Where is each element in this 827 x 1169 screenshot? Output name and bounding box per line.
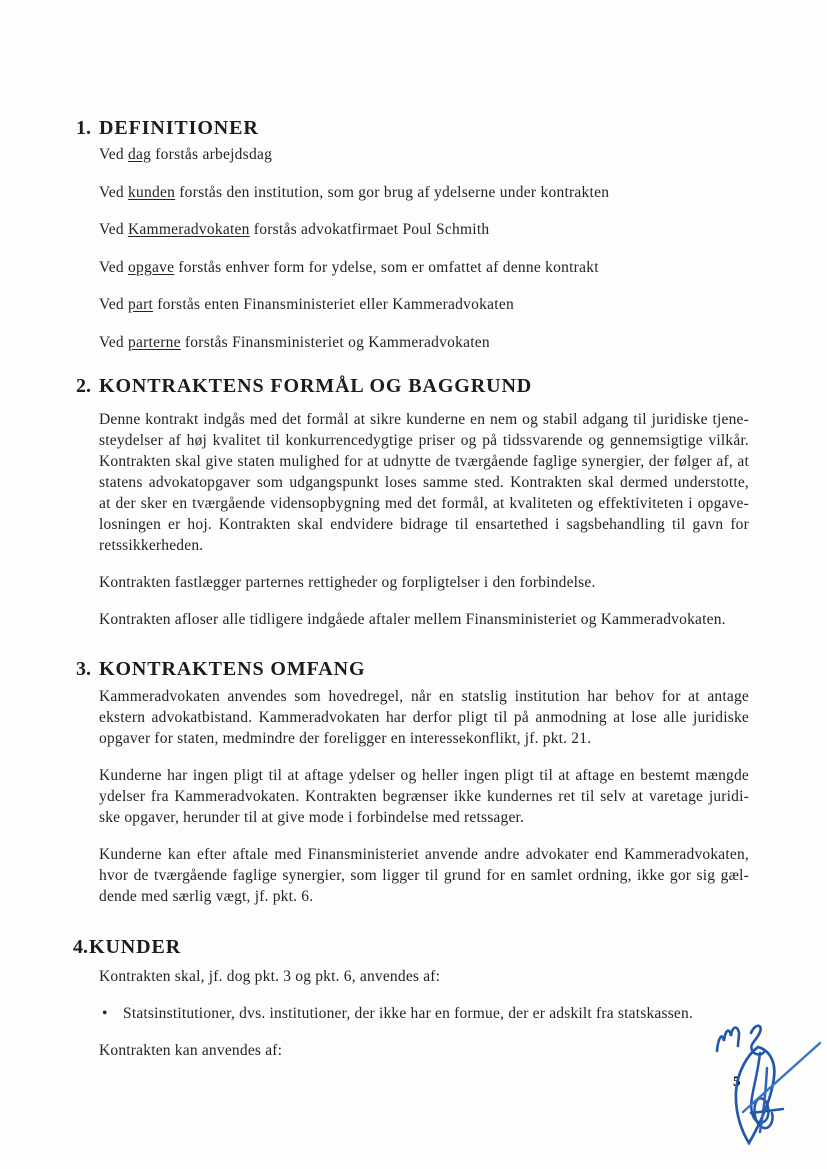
paragraph-line: Kontrakten afloser alle tidligere indgåede aftaler mellem Finansministeriet og Kammeradvokaten. xyxy=(99,610,726,628)
paragraph xyxy=(99,765,749,828)
section-number: 4. xyxy=(73,935,88,958)
definition-term: dag xyxy=(127,146,152,163)
definition-line xyxy=(99,182,749,203)
page-number: 5 xyxy=(733,1074,741,1090)
section-kunder xyxy=(73,935,749,1061)
definition-term: Kammeradvokaten xyxy=(127,221,250,238)
paragraph xyxy=(99,572,749,593)
section-formaal-og-baggrund xyxy=(76,374,749,630)
section-heading xyxy=(76,374,749,398)
paragraph-line: ekstern advokatbistand. Kammeradvokaten har derfor pligt til på anmodning at lose alle juridiske xyxy=(99,708,749,726)
paragraph-line: Denne kontrakt indgås med det formål at sikre kunderne en nem og stabil adgang til juridiske tjene- xyxy=(99,410,749,428)
definition-rest: forstås enhver form for ydelse, som er omfattet af denne kontrakt xyxy=(178,258,599,276)
section-title: KUNDER xyxy=(89,935,182,958)
definition-line xyxy=(99,257,749,278)
paragraph-line: statens advokatopgaver som udgangspunkt loses samme sted. Kontrakten skal dermed understotte, xyxy=(99,473,749,491)
paragraph xyxy=(99,1040,749,1061)
section-number: 1. xyxy=(76,117,91,139)
paragraph xyxy=(99,686,749,749)
section-number: 2. xyxy=(76,374,91,397)
definition-rest: forstås Finansministeriet og Kammeradvokaten xyxy=(184,333,490,351)
paragraph-line: ske opgaver, herunder til at give mode i forbindelse med retssager. xyxy=(99,808,525,826)
paragraph-line: Kammeradvokaten anvendes som hovedregel, når en statslig institution har behov for at antage xyxy=(99,687,749,705)
section-heading xyxy=(76,116,749,140)
definition-rest: forstås arbejdsdag xyxy=(155,146,273,163)
paragraph xyxy=(99,609,749,630)
bullet-item-text: Statsinstitutioner, dvs. institutioner, der ikke har en formue, der er adskilt fra statskassen. xyxy=(123,1004,694,1022)
section-omfang xyxy=(76,657,749,907)
paragraph-line: losningen er hoj. Kontrakten skal endvidere bidrage til ensartethed i sagsbehandling til gavn for xyxy=(99,515,749,533)
definition-rest: forstås den institution, som gor brug af ydelserne under kontrakten xyxy=(179,183,610,201)
section-definitioner xyxy=(76,116,749,353)
definition-lead: Ved xyxy=(99,333,124,351)
definition-term: opgave xyxy=(127,258,175,276)
definition-rest: forstås enten Finansministeriet eller Kammeradvokaten xyxy=(157,296,514,313)
definition-lead: Ved xyxy=(99,221,124,238)
definition-lead: Ved xyxy=(99,296,124,313)
paragraph xyxy=(99,966,749,987)
paragraph xyxy=(99,844,749,907)
paragraph-line: at der sker en tværgående vidensopbygning med det formål, at kvaliteten og effektiviteten i opgave- xyxy=(99,494,749,512)
paragraph-line: ydelser fra Kammeradvokaten. Kontrakten begrænser ikke kundernes ret til selv at varetage juridi- xyxy=(99,787,749,805)
paragraph-line: hvor de tværgående faglige synergier, som ligger til grund for en samlet ordning, ikke gor sig gæl- xyxy=(99,866,749,884)
paragraph-line: Kontrakten skal, jf. dog pkt. 3 og pkt. 6, anvendes af: xyxy=(99,967,441,985)
definition-line xyxy=(99,332,749,353)
handwritten-signature-icon xyxy=(703,1013,827,1155)
paragraph-line: steydelser af høj kvalitet til konkurrencedygtige priser og på tidssvarende og gennemsigtige vilkår. xyxy=(99,431,749,449)
bullet-icon: • xyxy=(102,1004,108,1022)
definition-lead: Ved xyxy=(99,183,124,201)
definition-term: parterne xyxy=(127,333,181,351)
paragraph-line: Kontrakten fastlægger parternes rettigheder og forpligtelser i den forbindelse. xyxy=(99,573,596,591)
paragraph-line: dende med særlig vægt, jf. pkt. 6. xyxy=(99,887,314,905)
section-heading xyxy=(73,935,749,959)
definition-term: part xyxy=(127,296,154,313)
definition-rest: forstås advokatfirmaet Poul Schmith xyxy=(253,221,490,238)
paragraph-line: retssikkerheden. xyxy=(99,536,204,554)
section-title: KONTRAKTENS OMFANG xyxy=(99,657,366,680)
definition-line xyxy=(99,294,749,315)
definition-line xyxy=(99,219,749,240)
bullet-item xyxy=(99,1003,749,1024)
definition-term: kunden xyxy=(127,183,176,201)
paragraph-line: Kontrakten skal give staten mulighed for at udnytte de tværgående faglige synergier, der følger af, at xyxy=(99,452,749,470)
definition-lead: Ved xyxy=(99,146,124,163)
paragraph-line: Kontrakten kan anvendes af: xyxy=(99,1041,283,1059)
paragraph-line: opgaver for staten, medmindre der foreligger en interessekonflikt, jf. pkt. 21. xyxy=(99,729,592,747)
paragraph-line: Kunderne har ingen pligt til at aftage ydelser og heller ingen pligt til at aftage en bestemt mængde xyxy=(99,766,749,784)
paragraph-line: Kunderne kan efter aftale med Finansministeriet anvende andre advokater end Kammeradvokaten, xyxy=(99,845,749,863)
section-title: DEFINITIONER xyxy=(99,117,259,139)
section-title: KONTRAKTENS FORMÅL OG BAGGRUND xyxy=(99,374,533,397)
definition-line xyxy=(99,144,749,165)
section-heading xyxy=(76,657,749,681)
definition-lead: Ved xyxy=(99,258,124,276)
section-number: 3. xyxy=(76,657,91,680)
paragraph xyxy=(99,409,749,556)
document-content xyxy=(73,116,749,1061)
